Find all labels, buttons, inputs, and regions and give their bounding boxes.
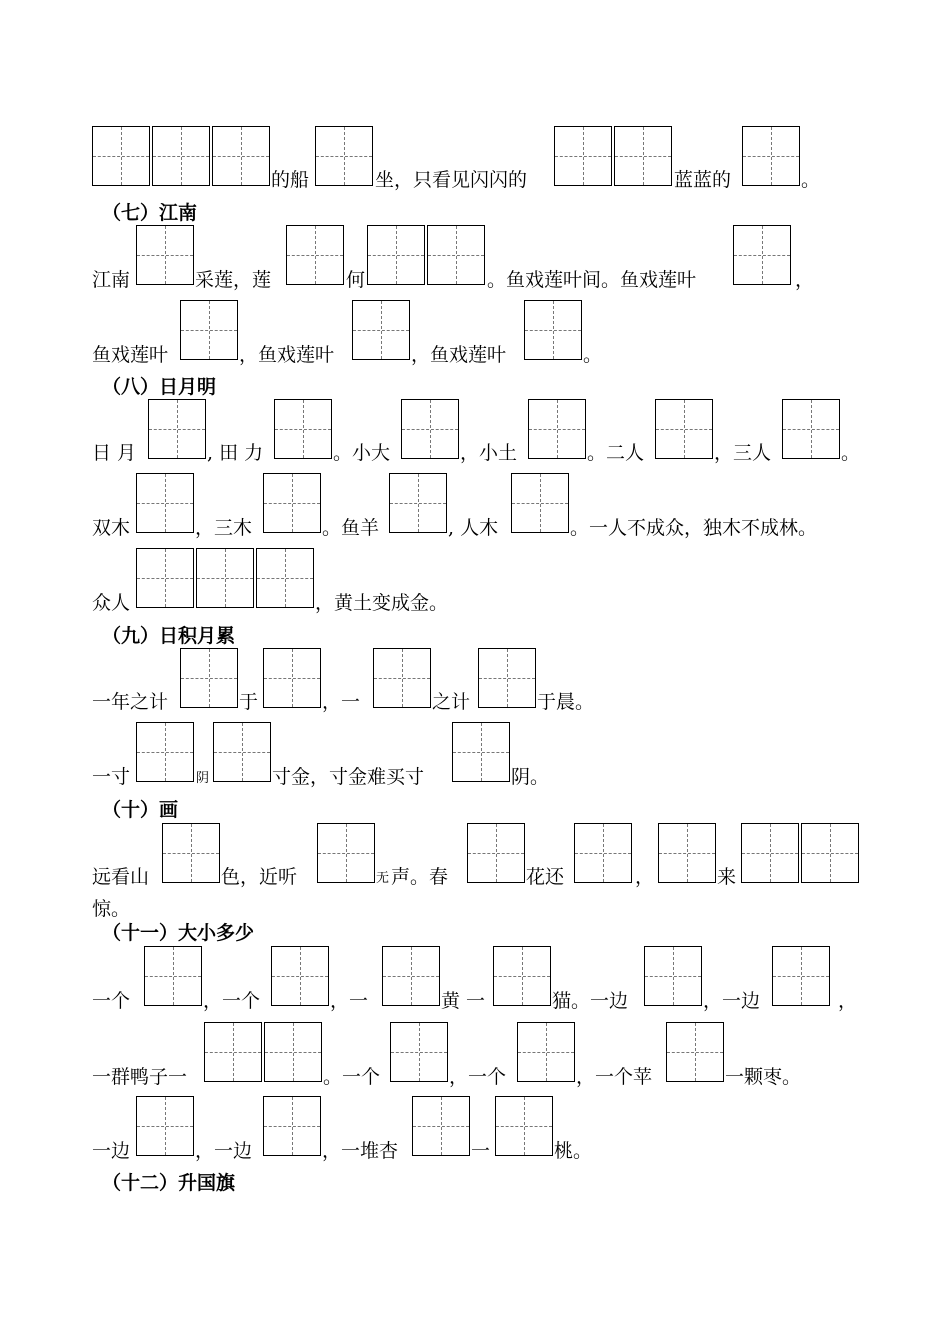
text-fragment: ，一个 — [449, 1066, 507, 1088]
text-fragment: 远看山 — [92, 866, 150, 888]
writing-box[interactable] — [136, 473, 194, 533]
writing-box[interactable] — [644, 946, 702, 1006]
text-fragment: 一颗枣。 — [725, 1066, 802, 1088]
text-fragment: 来 — [717, 866, 737, 888]
writing-box[interactable] — [452, 722, 510, 782]
text-fragment: 之计 — [432, 691, 471, 713]
writing-box[interactable] — [180, 648, 238, 708]
section-heading: （十）画 — [102, 799, 179, 821]
text-fragment: 双木 — [92, 517, 131, 539]
text-fragment: 。鱼戏莲叶间。鱼戏莲叶 — [487, 269, 697, 291]
writing-box[interactable] — [136, 1096, 194, 1156]
writing-box[interactable] — [92, 126, 150, 186]
writing-box[interactable] — [655, 399, 713, 459]
writing-box[interactable] — [401, 399, 459, 459]
writing-box[interactable] — [390, 1022, 448, 1082]
writing-box[interactable] — [263, 648, 321, 708]
writing-box[interactable] — [733, 225, 791, 285]
text-fragment: 。小大 — [333, 442, 391, 464]
text-fragment: 。鱼羊 — [322, 517, 380, 539]
section-heading: （十一）大小多少 — [102, 922, 255, 944]
text-fragment: 。 — [841, 442, 861, 464]
writing-box[interactable] — [286, 225, 344, 285]
text-fragment: ，一堆杏 — [322, 1140, 399, 1162]
writing-box[interactable] — [152, 126, 210, 186]
text-fragment: 鱼戏莲叶 — [92, 344, 169, 366]
writing-box[interactable] — [554, 126, 612, 186]
writing-box[interactable] — [658, 823, 716, 883]
text-fragment: ，一个 — [203, 990, 261, 1012]
writing-box[interactable] — [352, 300, 410, 360]
text-fragment: ，小土 — [460, 442, 518, 464]
text-fragment: ，一边 — [703, 990, 761, 1012]
writing-box[interactable] — [528, 399, 586, 459]
writing-box[interactable] — [742, 126, 800, 186]
writing-box[interactable] — [772, 946, 830, 1006]
writing-box[interactable] — [741, 823, 799, 883]
text-fragment: ，三人 — [714, 442, 772, 464]
section-heading: （十二）升国旗 — [102, 1172, 236, 1194]
text-fragment: ，鱼戏莲叶 — [239, 344, 335, 366]
writing-box[interactable] — [263, 1096, 321, 1156]
writing-box[interactable] — [213, 722, 271, 782]
writing-box[interactable] — [511, 473, 569, 533]
section-heading: （七）江南 — [102, 202, 198, 224]
text-fragment: 阴。 — [511, 766, 550, 788]
text-fragment: 。 — [583, 344, 603, 366]
writing-box[interactable] — [412, 1096, 470, 1156]
section-heading: （九）日积月累 — [102, 625, 236, 647]
writing-box[interactable] — [196, 548, 254, 608]
text-fragment: 江南 — [92, 269, 131, 291]
writing-box[interactable] — [478, 648, 536, 708]
text-fragment: 花还 — [526, 866, 565, 888]
writing-box[interactable] — [517, 1022, 575, 1082]
text-fragment: 一 — [471, 1140, 491, 1162]
text-fragment: 于晨。 — [537, 691, 595, 713]
text-fragment: , 人木 — [448, 517, 499, 539]
text-fragment: ， — [635, 866, 655, 888]
text-fragment: 。一个 — [323, 1066, 381, 1088]
writing-box[interactable] — [136, 722, 194, 782]
text-fragment: 采莲，莲 — [195, 269, 272, 291]
writing-box[interactable] — [495, 1096, 553, 1156]
text-fragment: , 田 力 — [207, 442, 264, 464]
writing-box[interactable] — [427, 225, 485, 285]
writing-box[interactable] — [782, 399, 840, 459]
writing-box[interactable] — [367, 225, 425, 285]
text-fragment: 黄 一 — [441, 990, 486, 1012]
text-fragment: 。 — [801, 169, 821, 191]
writing-box[interactable] — [136, 225, 194, 285]
text-fragment: ，一个苹 — [576, 1066, 653, 1088]
text-fragment: 于 — [239, 691, 259, 713]
text-fragment: ，三木 — [195, 517, 253, 539]
text-fragment: 。一人不成众，独木不成林。 — [570, 517, 818, 539]
text-fragment: 一个 — [92, 990, 131, 1012]
section-heading: （八）日月明 — [102, 376, 217, 398]
text-fragment: ，黄土变成金。 — [315, 592, 449, 614]
text-fragment: 阴 — [196, 771, 210, 786]
writing-box[interactable] — [136, 548, 194, 608]
writing-box[interactable] — [614, 126, 672, 186]
text-fragment: 一年之计 — [92, 691, 169, 713]
text-fragment: 寸金，寸金难买寸 — [272, 766, 425, 788]
text-fragment: 。二人 — [587, 442, 645, 464]
writing-box[interactable] — [389, 473, 447, 533]
writing-box[interactable] — [263, 473, 321, 533]
text-fragment: 惊。 — [92, 898, 131, 920]
writing-box[interactable] — [271, 946, 329, 1006]
writing-box[interactable] — [801, 823, 859, 883]
text-fragment: ， — [838, 990, 858, 1012]
text-fragment: ，一 — [330, 990, 369, 1012]
text-fragment: 无 — [376, 871, 390, 886]
text-fragment: ，鱼戏莲叶 — [411, 344, 507, 366]
writing-box[interactable] — [180, 300, 238, 360]
writing-box[interactable] — [373, 648, 431, 708]
writing-box[interactable] — [382, 946, 440, 1006]
text-fragment: 色，近听 — [221, 866, 298, 888]
writing-box[interactable] — [162, 823, 220, 883]
text-fragment: 一寸 — [92, 766, 131, 788]
text-fragment: 蓝蓝的 — [674, 169, 732, 191]
writing-box[interactable] — [666, 1022, 724, 1082]
text-fragment: 一边 — [92, 1140, 131, 1162]
writing-box[interactable] — [256, 548, 314, 608]
writing-box[interactable] — [274, 399, 332, 459]
writing-box[interactable] — [574, 823, 632, 883]
text-fragment: ，一 — [322, 691, 361, 713]
text-fragment: 桃。 — [554, 1140, 593, 1162]
writing-box[interactable] — [264, 1022, 322, 1082]
text-fragment: ， — [795, 269, 815, 291]
writing-box[interactable] — [315, 126, 373, 186]
writing-box[interactable] — [524, 300, 582, 360]
writing-box[interactable] — [467, 823, 525, 883]
text-fragment: 猫。一边 — [552, 990, 629, 1012]
text-fragment: 声。春 — [391, 866, 449, 888]
writing-box[interactable] — [493, 946, 551, 1006]
writing-box[interactable] — [212, 126, 270, 186]
text-fragment: 一群鸭子一 — [92, 1066, 188, 1088]
text-fragment: 何 — [346, 269, 366, 291]
writing-box[interactable] — [317, 823, 375, 883]
text-fragment: 坐，只看见闪闪的 — [375, 169, 528, 191]
text-fragment: 的船 — [271, 169, 310, 191]
writing-box[interactable] — [144, 946, 202, 1006]
writing-box[interactable] — [148, 399, 206, 459]
text-fragment: 日 月 — [92, 442, 137, 464]
writing-box[interactable] — [204, 1022, 262, 1082]
text-fragment: 众人 — [92, 592, 131, 614]
text-fragment: ，一边 — [195, 1140, 253, 1162]
